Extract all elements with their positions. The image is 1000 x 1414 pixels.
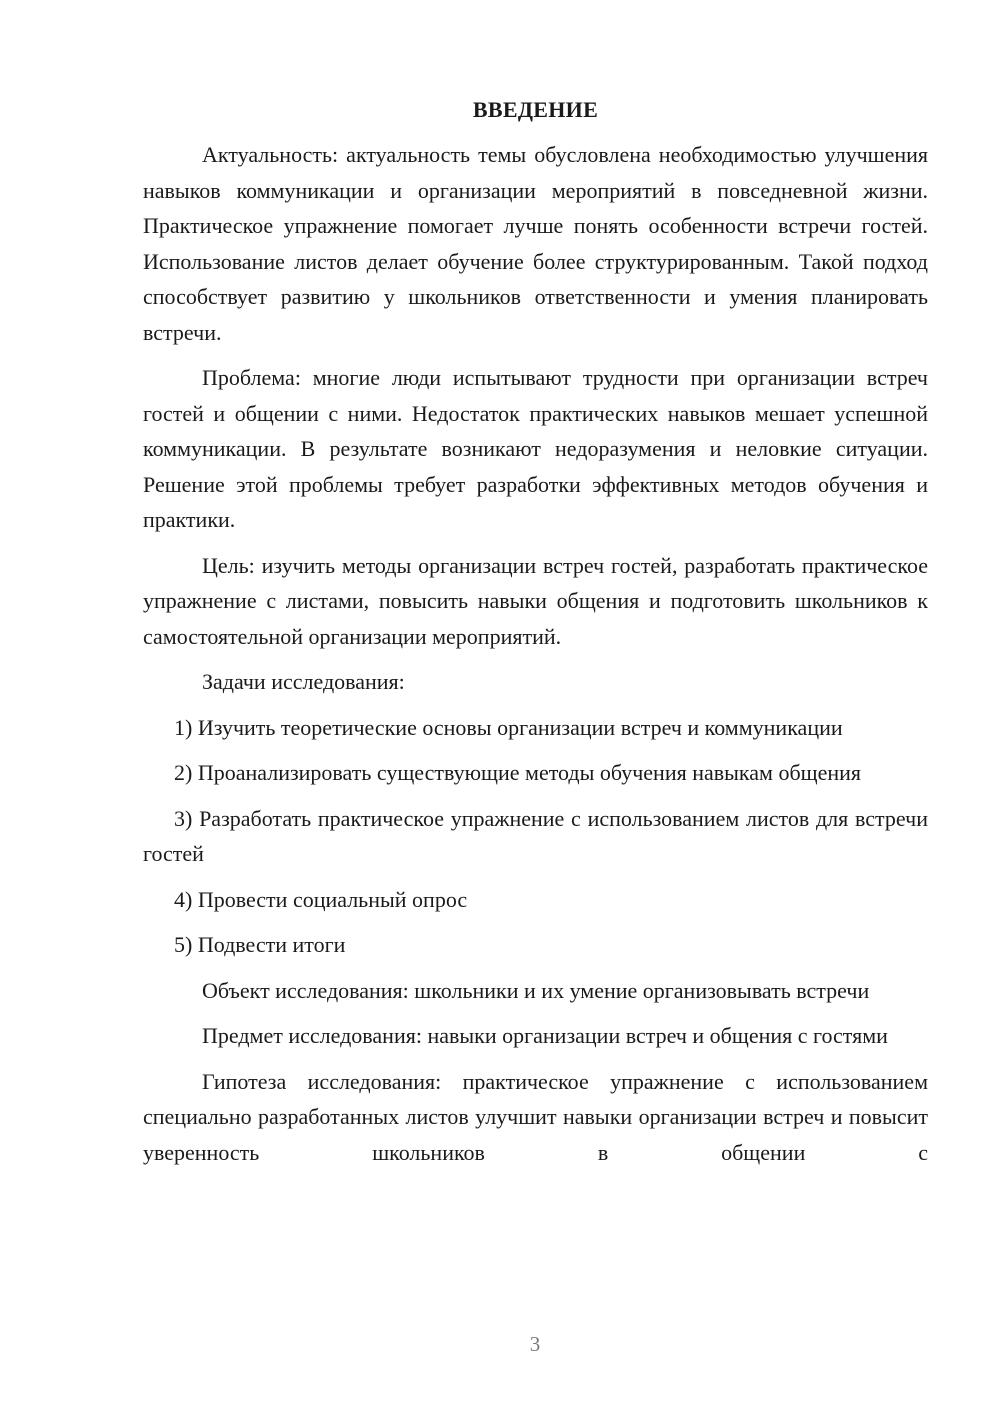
paragraph-hypothesis: Гипотеза исследования: практическое упражнение с использованием специально разработанных листов улучшит навыки организации встреч и повысит уверенность школьников в общении с xyxy=(143,1068,928,1165)
task-item-3: 3) Разработать практическое упражнение с использованием листов для встречи гостей xyxy=(143,805,928,866)
page-number: 3 xyxy=(529,1332,541,1356)
paragraph-tasks-heading: Задачи исследования: xyxy=(202,669,405,694)
paragraph-object: Объект исследования: школьники и их умение организовывать встречи xyxy=(202,977,870,1003)
task-item-5: 5) Подвести итоги xyxy=(174,932,346,957)
paragraph-subject: Предмет исследования: навыки организации встреч и общения с гостями xyxy=(202,1023,888,1048)
paragraph-problem: Проблема: многие люди испытывают трудности при организации встреч гостей и общении с ними. Недостаток практических навыков мешает успешной коммуникации. В результате возникают недоразумения и неловкие ситуации. Решение этой проблемы требует разработки эффективных методов обучения и практики. xyxy=(143,365,928,532)
task-item-4: 4) Провести социальный опрос xyxy=(174,886,468,912)
document-page xyxy=(143,90,928,1170)
task-item-2: 2) Проанализировать существующие методы обучения навыкам общения xyxy=(174,760,862,785)
paragraph-relevance: Актуальность: актуальность темы обусловлена необходимостью улучшения навыков коммуникации и организации мероприятий в повседневной жизни. Практическое упражнение помогает лучше понять особенности встречи гостей. Использование листов делает обучение более структурированным. Такой подход способствует развитию у школьников ответственности и умения планировать встречи. xyxy=(143,142,928,345)
document-title: ВВЕДЕНИЕ xyxy=(472,97,599,122)
task-item-1: 1) Изучить теоретические основы организации встреч и коммуникации xyxy=(174,714,843,740)
paragraph-goal: Цель: изучить методы организации встреч гостей, разработать практическое упражнение с листами, повысить навыки общения и подготовить школьников к самостоятельной организации мероприятий. xyxy=(143,552,928,649)
